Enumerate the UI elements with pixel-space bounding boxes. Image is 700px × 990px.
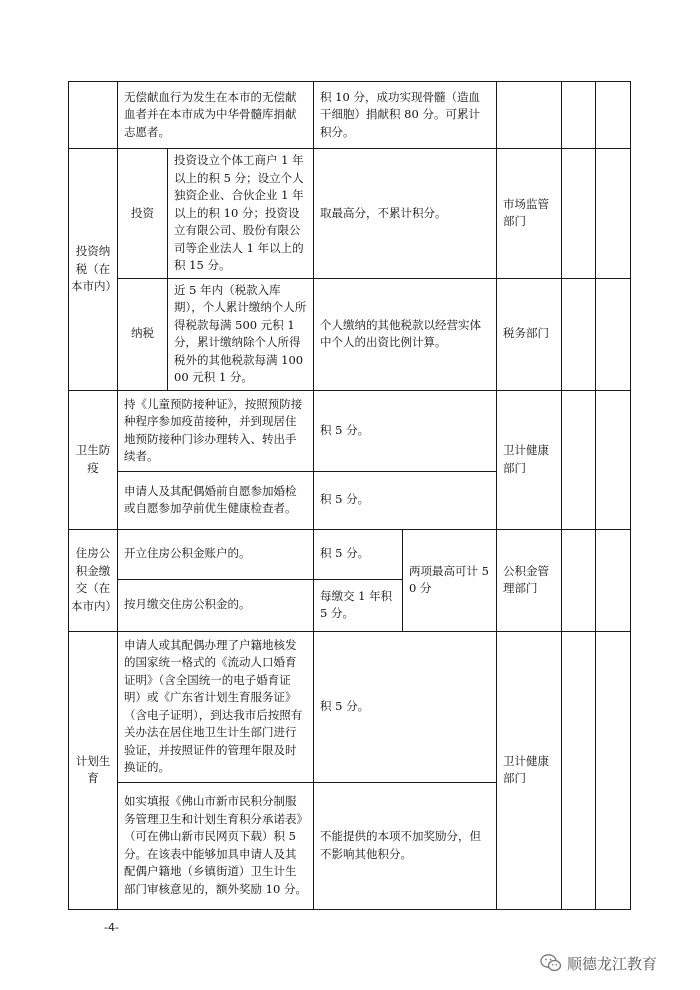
family-pledge-criteria-cell: 如实填报《佛山市新市民积分制服务管理卫生和计划生育积分承诺表》（可在佛山新市民网页下载）积 5 分。在该表中能够加具申请人及其配偶户籍地（乡镇街道）卫生计生部门审核意见的，额外奖励 10 分。 xyxy=(118,782,314,909)
blank-cell xyxy=(596,82,631,149)
blood-dept-cell xyxy=(497,82,562,149)
blank-cell xyxy=(562,82,596,149)
housing-monthly-criteria-cell: 按月缴交住房公积金的。 xyxy=(118,579,314,631)
table-row xyxy=(69,149,631,279)
housing-open-points-cell: 积 5 分。 xyxy=(314,529,403,579)
invest-dept-cell: 市场监管部门 xyxy=(497,149,562,279)
invest-points-cell: 取最高分，不累计积分。 xyxy=(314,149,497,279)
invest-criteria-cell: 投资设立个体工商户 1 年以上的积 5 分；设立个人独资企业、合伙企业 1 年以上的积 10 分；投资设立有限公司、股份有限公司等企业法人 1 年以上的积 15 分。 xyxy=(168,149,314,279)
premarital-check-criteria-cell: 申请人及其配偶婚前自愿参加婚检或自愿参加孕前优生健康检查者。 xyxy=(118,471,314,529)
category-cell-empty xyxy=(69,82,118,149)
blank-cell xyxy=(562,390,596,529)
family-pledge-points-cell: 不能提供的本项不加奖励分，但不影响其他积分。 xyxy=(314,782,497,909)
blank-cell xyxy=(562,149,596,279)
tax-points-cell: 个人缴纳的其他税款以经营实体中个人的出资比例计算。 xyxy=(314,278,497,390)
blank-cell xyxy=(562,631,596,909)
page-number: -4- xyxy=(104,921,119,934)
tax-dept-cell: 税务部门 xyxy=(497,278,562,390)
housing-max-note-cell: 两项最高可计 50 分 xyxy=(403,529,497,631)
blood-criteria-cell: 无偿献血行为发生在本市的无偿献血者并在本市成为中华骨髓库捐献志愿者。 xyxy=(118,82,314,149)
blood-points-cell: 积 10 分，成功实现骨髓（造血干细胞）捐献积 80 分。可累计积分。 xyxy=(314,82,497,149)
housing-category-cell: 住房公积金缴交（在本市内） xyxy=(69,529,118,631)
table-row xyxy=(69,631,631,782)
wechat-icon xyxy=(540,953,562,973)
vaccination-criteria-cell: 持《儿童预防接种证》，按照预防接种程序参加疫苗接种，并到现居住地预防接种门诊办理转入、转出手续者。 xyxy=(118,390,314,471)
family-category-cell: 计划生育 xyxy=(69,631,118,909)
blank-cell xyxy=(596,631,631,909)
family-cert-points-cell: 积 5 分。 xyxy=(314,631,497,782)
tax-criteria-cell: 近 5 年内（税款入库期），个人累计缴纳个人所得税款每满 500 元积 1 分，累计缴纳除个人所得税外的其他税款每满 10000 元积 1 分。 xyxy=(168,278,314,390)
table-row xyxy=(69,529,631,579)
watermark xyxy=(540,950,657,976)
blank-cell xyxy=(562,278,596,390)
tax-subcategory-cell: 纳税 xyxy=(118,278,168,390)
family-cert-criteria-cell: 申请人或其配偶办理了户籍地核发的国家统一格式的《流动人口婚育证明》（含全国统一的电子婚育证明）或《广东省计划生育服务证》（含电子证明），到达我市后按照有关办法在居住地卫生计生部门进行验证，并按照证件的管理年限及时换证的。 xyxy=(118,631,314,782)
blank-cell xyxy=(596,149,631,279)
housing-monthly-points-cell: 每缴交 1 年积 5 分。 xyxy=(314,579,403,631)
family-dept-cell: 卫计健康部门 xyxy=(497,631,562,909)
tax-category-cell: 投资纳税（在本市内） xyxy=(69,149,118,391)
health-dept-cell: 卫计健康部门 xyxy=(497,390,562,529)
premarital-check-points-cell: 积 5 分。 xyxy=(314,471,497,529)
housing-open-criteria-cell: 开立住房公积金账户的。 xyxy=(118,529,314,579)
invest-subcategory-cell: 投资 xyxy=(118,149,168,279)
housing-dept-cell: 公积金管理部门 xyxy=(497,529,562,631)
blank-cell xyxy=(596,390,631,529)
vaccination-points-cell: 积 5 分。 xyxy=(314,390,497,471)
blank-cell xyxy=(596,278,631,390)
table-row xyxy=(69,278,631,390)
table-row xyxy=(69,390,631,471)
points-table xyxy=(68,81,631,910)
table-row xyxy=(69,82,631,149)
health-category-cell: 卫生防疫 xyxy=(69,390,118,529)
watermark-text: 顺德龙江教育 xyxy=(567,954,658,973)
blank-cell xyxy=(562,529,596,631)
blank-cell xyxy=(596,529,631,631)
